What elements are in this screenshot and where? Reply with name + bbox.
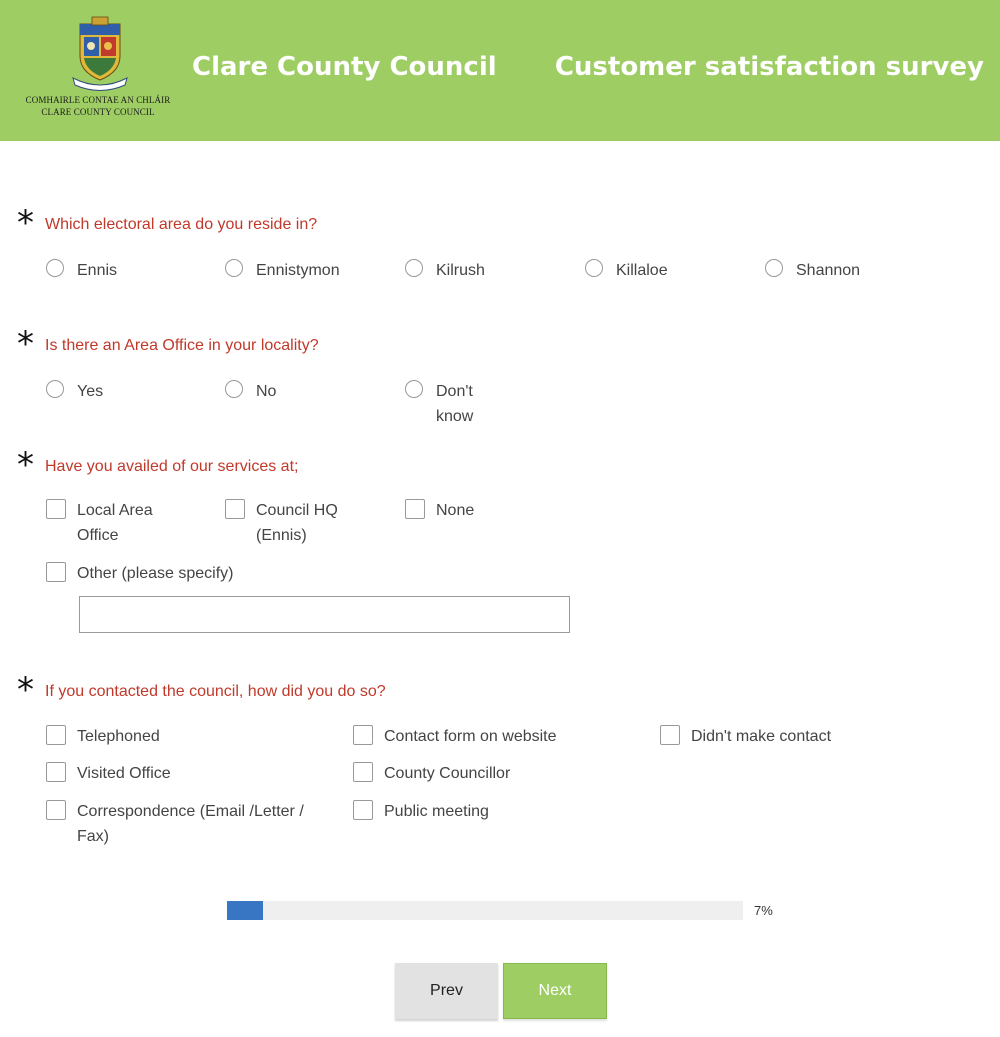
- next-button[interactable]: Next: [503, 963, 607, 1019]
- other-specify-input[interactable]: [79, 596, 570, 633]
- required-marker: *: [17, 445, 34, 485]
- county-crest-icon: [70, 16, 130, 91]
- checkbox[interactable]: [46, 725, 66, 745]
- checkbox[interactable]: [353, 762, 373, 782]
- radio-button[interactable]: [46, 259, 64, 277]
- option-label: Ennistymon: [256, 262, 340, 279]
- checkbox[interactable]: [353, 800, 373, 820]
- radio-button[interactable]: [46, 380, 64, 398]
- radio-button[interactable]: [765, 259, 783, 277]
- option-label: Don't know: [436, 383, 474, 425]
- progress-bar-fill: [227, 901, 263, 920]
- radio-button[interactable]: [405, 380, 423, 398]
- option-label: Killaloe: [616, 262, 668, 279]
- option-label: Local Area Office: [77, 502, 153, 544]
- council-logo: [14, 16, 182, 122]
- radio-button[interactable]: [405, 259, 423, 277]
- header-banner: [0, 0, 1000, 141]
- option-label: Shannon: [796, 262, 861, 279]
- checkbox[interactable]: [353, 725, 373, 745]
- option-label: Council HQ (Ennis): [256, 502, 338, 544]
- option-label: Kilrush: [436, 262, 485, 279]
- prev-button[interactable]: Prev: [395, 963, 498, 1019]
- required-marker: *: [17, 324, 34, 364]
- option-label: Other (please specify): [77, 565, 234, 582]
- required-marker: *: [17, 203, 34, 243]
- radio-button[interactable]: [225, 380, 243, 398]
- logo-text-english: CLARE COUNTY COUNCIL: [41, 107, 155, 117]
- checkbox[interactable]: [46, 562, 66, 582]
- question-text: Which electoral area do you reside in?: [45, 216, 318, 233]
- option-label: Public meeting: [384, 803, 489, 820]
- option-label: Yes: [77, 383, 104, 400]
- radio-button[interactable]: [585, 259, 603, 277]
- option-label: Visited Office: [77, 765, 171, 782]
- option-label: County Councillor: [384, 765, 511, 782]
- option-label: None: [436, 502, 475, 519]
- option-label: No: [256, 383, 277, 400]
- option-label: Contact form on website: [384, 728, 557, 745]
- question-text: If you contacted the council, how did you do so?: [45, 683, 386, 700]
- question-text: Have you availed of our services at;: [45, 458, 299, 475]
- checkbox[interactable]: [46, 762, 66, 782]
- checkbox[interactable]: [46, 800, 66, 820]
- checkbox[interactable]: [660, 725, 680, 745]
- checkbox[interactable]: [46, 499, 66, 519]
- option-label: Correspondence (Email /Letter / Fax): [77, 803, 304, 845]
- progress-bar: [227, 901, 743, 920]
- survey-title: Customer satisfaction survey: [554, 52, 984, 82]
- council-title: Clare County Council: [192, 52, 497, 82]
- radio-button[interactable]: [225, 259, 243, 277]
- option-label: Telephoned: [77, 728, 160, 745]
- option-label: Ennis: [77, 262, 118, 279]
- logo-text-irish: COMHAIRLE CONTAE AN CHLÁIR: [25, 95, 171, 105]
- checkbox[interactable]: [405, 499, 425, 519]
- option-label: Didn't make contact: [691, 728, 832, 745]
- question-text: Is there an Area Office in your locality?: [45, 337, 319, 354]
- required-marker: *: [17, 670, 34, 710]
- progress-percentage: 7%: [754, 903, 773, 918]
- checkbox[interactable]: [225, 499, 245, 519]
